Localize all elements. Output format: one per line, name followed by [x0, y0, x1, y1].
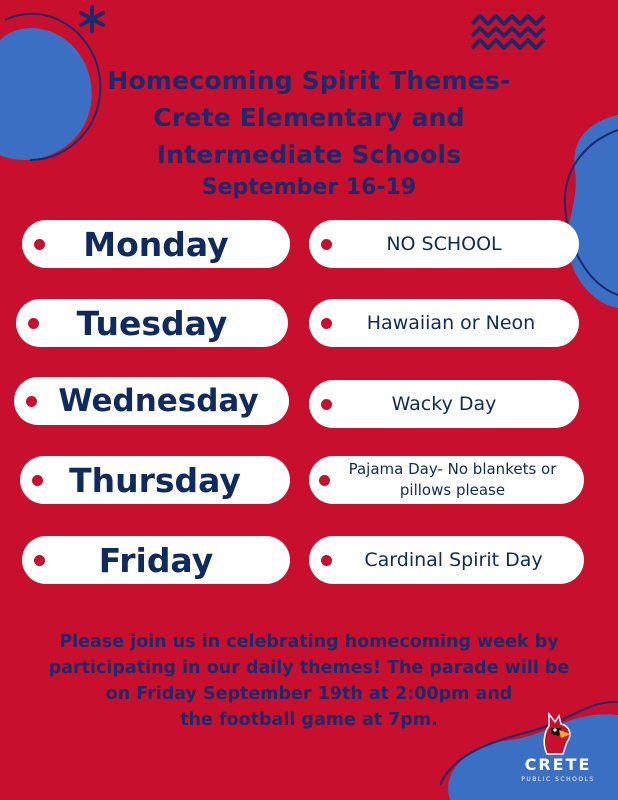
- day-label: Tuesday: [76, 303, 228, 343]
- bullet-dot: [34, 555, 45, 566]
- bullet-dot: [34, 239, 45, 250]
- title-line-1: Homecoming Spirit Themes-: [107, 66, 511, 95]
- cardinal-logo-icon: [537, 712, 577, 756]
- bullet-dot: [26, 396, 37, 407]
- theme-pill-wednesday: [309, 380, 579, 428]
- day-pill-tuesday: [16, 299, 288, 347]
- bullet-dot: [319, 475, 330, 486]
- bullet-dot: [321, 239, 332, 250]
- theme-pill-thursday: [309, 456, 584, 504]
- theme-label: Wacky Day: [391, 393, 497, 415]
- day-pill-wednesday: [14, 377, 289, 425]
- day-pill-friday: [22, 536, 290, 584]
- day-label: Thursday: [69, 460, 241, 500]
- bullet-dot: [321, 555, 332, 566]
- bullet-dot: [32, 475, 43, 486]
- logo-name: CRETE: [524, 755, 592, 774]
- title-line-2: Crete Elementary and: [153, 103, 465, 132]
- bullet-dot: [321, 318, 332, 329]
- day-pill-monday: [22, 220, 290, 268]
- asterisk-icon: [78, 5, 106, 33]
- theme-label: NO SCHOOL: [386, 233, 502, 255]
- school-logo: [519, 755, 597, 783]
- day-label: Friday: [98, 540, 214, 580]
- day-pill-thursday: [20, 456, 290, 504]
- day-label: Monday: [83, 224, 229, 264]
- theme-label: Hawaiian or Neon: [366, 312, 536, 334]
- theme-label: Pajama Day- No blankets or pillows please: [348, 460, 557, 499]
- footer-line-4: the football game at 7pm.: [180, 710, 438, 730]
- footer-message: [20, 629, 598, 733]
- theme-label: Cardinal Spirit Day: [364, 549, 543, 571]
- logo-subtitle: PUBLIC SCHOOLS: [521, 776, 595, 783]
- zigzag-icon: [470, 12, 550, 54]
- footer-line-1: Please join us in celebrating homecoming week by: [59, 632, 559, 652]
- footer-line-3: on Friday September 19th at 2:00pm and: [105, 684, 513, 704]
- page-title: [0, 62, 618, 203]
- theme-pill-tuesday: [309, 299, 579, 347]
- theme-pill-monday: [309, 220, 579, 268]
- title-line-3: Intermediate Schools: [156, 140, 462, 169]
- day-label: Wednesday: [58, 383, 259, 419]
- theme-pill-friday: [309, 536, 584, 584]
- bullet-dot: [28, 318, 39, 329]
- title-dates: September 16-19: [201, 175, 417, 200]
- footer-line-2: participating in our daily themes! The parade will be: [48, 658, 570, 678]
- bullet-dot: [321, 399, 332, 410]
